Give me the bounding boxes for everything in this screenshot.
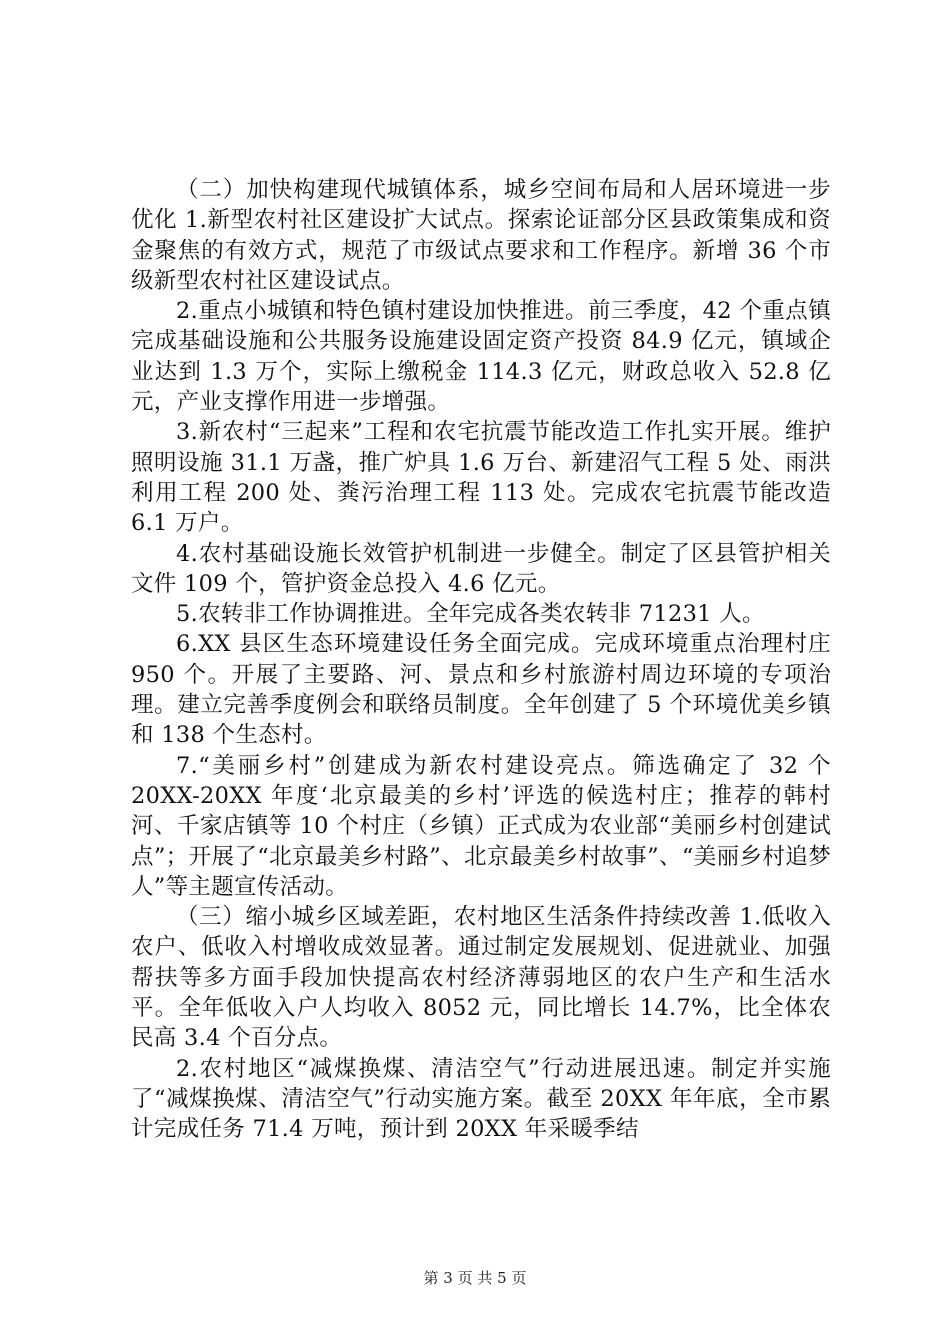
paragraph: 3.新农村“三起来”工程和农宅抗震节能改造工作扎实开展。维护照明设施 31.1 万盏，推广炉具 1.6 万台、新建沼气工程 5 处、雨洪利用工程 200 处、粪污治理工程 113 处。完成农宅抗震节能改造 6.1 万户。	[131, 419, 831, 537]
paragraph: 5.农转非工作协调推进。全年完成各类农转非 71231 人。	[176, 601, 765, 628]
paragraph: （二）加快构建现代城镇体系，城乡空间布局和人居环境进一步优化 1.新型农村社区建设扩大试点。探索论证部分区县政策集成和资金聚焦的有效方式，规范了市级试点要求和工作程序。新增 36 个市级新型农村社区建设试点。	[131, 177, 831, 294]
paragraph: （三）缩小城乡区域差距，农村地区生活条件持续改善 1.低收入农户、低收入村增收成效显著。通过制定发展规划、促进就业、加强帮扶等多方面手段加快提高农村经济薄弱地区的农户生产和生活水平。全年低收入户人均收入 8052 元，同比增长 14.7%，比全体农民高 3.4 个百分点。	[131, 904, 831, 1052]
paragraph: 2.农村地区“减煤换煤、清洁空气”行动进展迅速。制定并实施了“减煤换煤、清洁空气”行动实施方案。截至 20XX 年年底，全市累计完成任务 71.4 万吨，预计到 20XX 年采暖季结	[131, 1055, 831, 1143]
page-footer: 第 3 页 共 5 页	[423, 1269, 527, 1287]
paragraph: 7.“美丽乡村”创建成为新农村建设亮点。筛选确定了 32 个 20XX-20XX 年度‘北京最美的乡村’评选的候选村庄；推荐的韩村河、千家店镇等 10 个村庄（乡镇）正式成为农业部“美丽乡村创建试点”；开展了“北京最美乡村路”、北京最美乡村故事”、“美丽乡村追梦人”等主题宣传活动。	[131, 752, 831, 900]
paragraph: 4.农村基础设施长效管护机制进一步健全。制定了区县管护相关文件 109 个，管护资金总投入 4.6 亿元。	[131, 540, 831, 597]
paragraph: 6.XX 县区生态环境建设任务全面完成。完成环境重点治理村庄 950 个。开展了主要路、河、景点和乡村旅游村周边环境的专项治理。建立完善季度例会和联络员制度。全年创建了 5 个环境优美乡镇和 138 个生态村。	[131, 631, 831, 749]
document-body	[131, 175, 831, 1145]
paragraph: 2.重点小城镇和特色镇村建设加快推进。前三季度，42 个重点镇完成基础设施和公共服务设施建设固定资产投资 84.9 亿元，镇域企业达到 1.3 万个，实际上缴税金 114.3 亿元，财政总收入 52.8 亿元，产业支撑作用进一步增强。	[131, 298, 831, 416]
